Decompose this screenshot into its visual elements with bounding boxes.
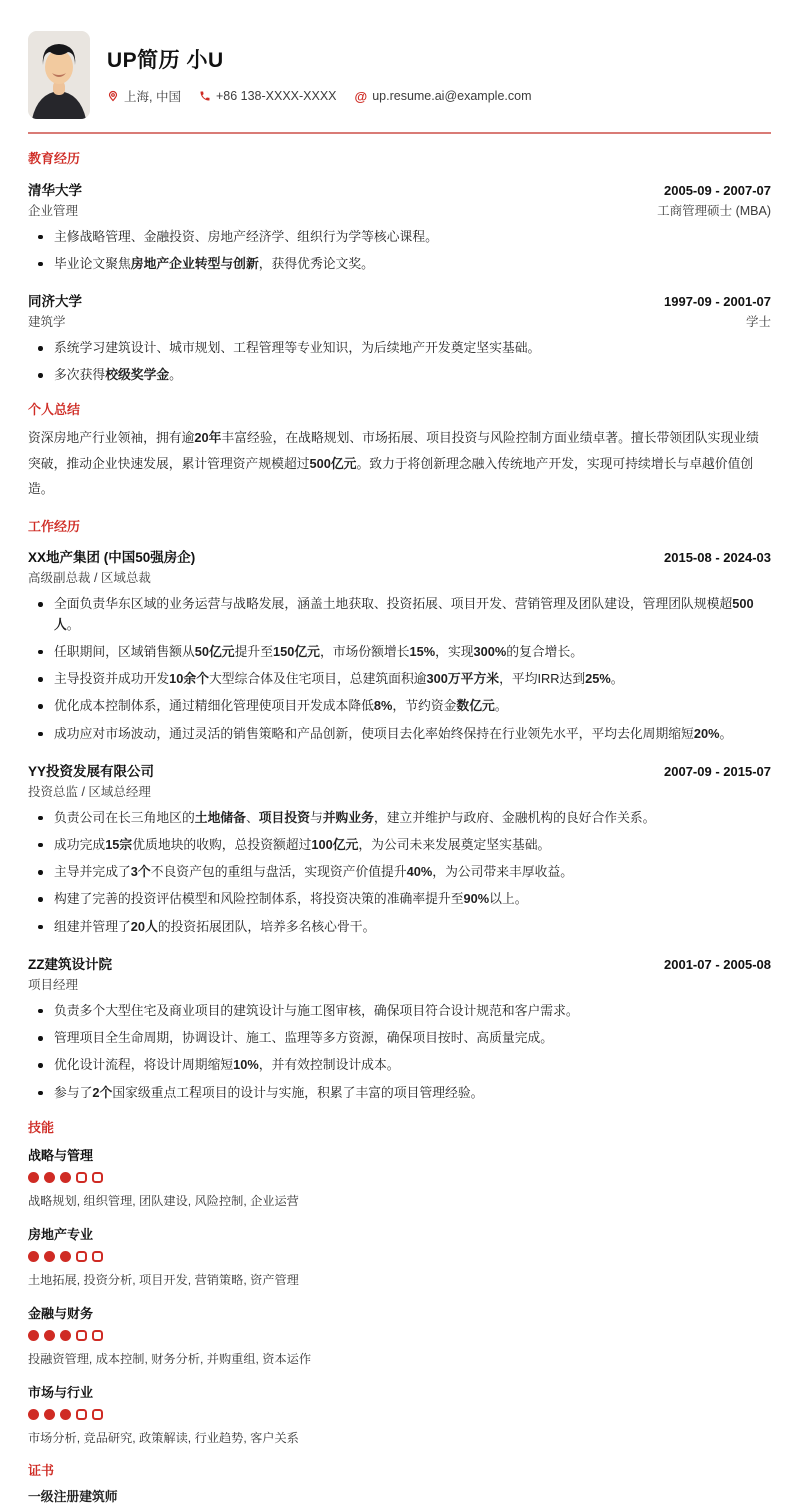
bullet-item: 多次获得校级奖学金。 xyxy=(28,365,771,385)
bullet-item: 负责多个大型住宅及商业项目的建筑设计与施工图审核，确保项目符合设计规范和客户需求。 xyxy=(28,1001,771,1021)
skill-dot-filled xyxy=(44,1251,55,1262)
entry-title: XX地产集团 (中国50强房企) xyxy=(28,550,196,566)
skill-dot-empty xyxy=(92,1251,103,1262)
skill-dot-filled xyxy=(44,1172,55,1183)
entry-role: 投资总监 / 区域总经理 xyxy=(28,784,151,799)
education-entries xyxy=(28,179,771,386)
skill-level-dots xyxy=(28,1251,771,1262)
entry-dates: 2001-07 - 2005-08 xyxy=(664,956,771,972)
skill-dot-filled xyxy=(28,1251,39,1262)
resume-entry xyxy=(28,953,771,1103)
contact-row xyxy=(107,87,543,105)
skill-groups xyxy=(28,1145,771,1446)
entry-title: ZZ建筑设计院 xyxy=(28,956,112,972)
skill-level-dots xyxy=(28,1330,771,1341)
skill-level-dots xyxy=(28,1409,771,1420)
person-name: UP简历 小U xyxy=(107,49,224,72)
entry-title: YY投资发展有限公司 xyxy=(28,763,155,779)
entry-role: 企业管理 xyxy=(28,203,79,218)
bullet-item: 主导并完成了3个不良资产包的重组与盘活，实现资产价值提升40%，为公司带来丰厚收益。 xyxy=(28,862,771,882)
entry-degree: 工商管理硕士 (MBA) xyxy=(657,203,771,218)
entry-degree: 学士 xyxy=(745,315,771,330)
skill-dot-empty xyxy=(76,1251,87,1262)
bullet-item: 主导投资并成功开发10余个大型综合体及住宅项目，总建筑面积逾300万平方米，平均IRR达到25%。 xyxy=(28,669,771,689)
resume-entry xyxy=(28,760,771,937)
bullet-item: 系统学习建筑设计、城市规划、工程管理等专业知识，为后续地产开发奠定坚实基础。 xyxy=(28,338,771,358)
skill-dot-empty xyxy=(76,1409,87,1420)
resume-entry xyxy=(28,546,771,743)
skill-dot-filled xyxy=(60,1172,71,1183)
bullet-item: 毕业论文聚焦房地产企业转型与创新，获得优秀论文奖。 xyxy=(28,254,771,274)
resume-entry xyxy=(28,290,771,385)
bullet-item: 优化成本控制体系，通过精细化管理使项目开发成本降低8%，节约资金数亿元。 xyxy=(28,696,771,716)
bullet-item: 成功应对市场波动，通过灵活的销售策略和产品创新，使项目去化率始终保持在行业领先水平，平均去化周期缩短20%。 xyxy=(28,724,771,744)
entry-title: 清华大学 xyxy=(28,182,82,198)
section-work xyxy=(28,519,771,1103)
entry-bullets xyxy=(28,227,771,274)
skill-group xyxy=(28,1303,771,1367)
entry-bullets xyxy=(28,808,771,937)
bullet-item: 构建了完善的投资评估模型和风险控制体系，将投资决策的准确率提升至90%以上。 xyxy=(28,889,771,909)
skill-keywords: 土地拓展, 投资分析, 项目开发, 营销策略, 资产管理 xyxy=(28,1273,299,1288)
entry-bullets xyxy=(28,1001,771,1103)
entry-dates: 1997-09 - 2001-07 xyxy=(664,294,771,310)
skill-dot-filled xyxy=(44,1409,55,1420)
bullet-item: 参与了2个国家级重点工程项目的设计与实施，积累了丰富的项目管理经验。 xyxy=(28,1083,771,1103)
skill-dot-empty xyxy=(76,1172,87,1183)
skill-dot-filled xyxy=(60,1330,71,1341)
skill-dot-filled xyxy=(28,1330,39,1341)
summary-paragraph: 资深房地产行业领袖，拥有逾20年丰富经验，在战略规划、市场拓展、项目投资与风险控制方面业绩卓著。擅长带领团队实现业绩突破，推动企业快速发展，累计管理资产规模超过500亿元。致力于将创新理念融入传统地产开发，实现可持续增长与卓越价值创造。 xyxy=(28,430,759,497)
contact-email-text: up.resume.ai@example.com xyxy=(372,89,532,103)
entry-subhead xyxy=(28,782,771,800)
contact-email xyxy=(355,89,532,103)
bullet-item: 成功完成15宗优质地块的收购，总投资额超过100亿元，为公司未来发展奠定坚实基础。 xyxy=(28,835,771,855)
skill-group-name: 房地产专业 xyxy=(28,1227,94,1243)
skill-dot-filled xyxy=(28,1172,39,1183)
entry-subhead xyxy=(28,201,771,219)
section-summary xyxy=(28,402,771,501)
profile-photo-placeholder xyxy=(28,31,90,119)
section-title-education: 教育经历 xyxy=(28,151,81,166)
work-entries xyxy=(28,546,771,1102)
bullet-item: 任职期间，区域销售额从50亿元提升至150亿元，市场份额增长15%，实现300%的复合增长。 xyxy=(28,642,771,662)
contact-location-text: 上海, 中国 xyxy=(124,90,181,104)
section-title-summary: 个人总结 xyxy=(28,402,81,418)
skill-dot-filled xyxy=(28,1409,39,1420)
entry-title: 同济大学 xyxy=(28,294,82,310)
entry-subhead xyxy=(28,568,771,586)
entry-dates: 2005-09 - 2007-07 xyxy=(664,182,771,198)
skill-group xyxy=(28,1382,771,1446)
entry-dates: 2015-08 - 2024-03 xyxy=(664,550,771,566)
resume-entry xyxy=(28,179,771,274)
bullet-item: 优化设计流程，将设计周期缩短10%，并有效控制设计成本。 xyxy=(28,1055,771,1075)
header-text xyxy=(107,31,543,119)
bullet-item: 组建并管理了20人的投资拓展团队，培养多名核心骨干。 xyxy=(28,917,771,937)
at-icon: @ xyxy=(354,88,368,104)
entry-head xyxy=(28,179,771,199)
certificate-item-clipped: 一级注册建筑师 xyxy=(28,1488,118,1504)
skill-group xyxy=(28,1224,771,1288)
skill-group-name: 战略与管理 xyxy=(28,1148,94,1164)
skill-level-dots xyxy=(28,1172,771,1183)
entry-subhead xyxy=(28,312,771,330)
skill-keywords: 市场分析, 竞品研究, 政策解读, 行业趋势, 客户关系 xyxy=(28,1431,299,1446)
skill-group xyxy=(28,1145,771,1209)
skill-group-name: 市场与行业 xyxy=(28,1385,94,1401)
bullet-item: 负责公司在长三角地区的土地储备、项目投资与并购业务，建立并维护与政府、金融机构的良好合作关系。 xyxy=(28,808,771,828)
profile-photo xyxy=(28,31,90,119)
contact-location xyxy=(107,87,181,105)
entry-bullets xyxy=(28,338,771,385)
contact-phone-text: +86 138-XXXX-XXXX xyxy=(215,89,337,103)
entry-subhead xyxy=(28,975,771,993)
section-certificates xyxy=(28,1463,771,1505)
entry-role: 高级副总裁 / 区域总裁 xyxy=(28,571,151,586)
skill-keywords: 投融资管理, 成本控制, 财务分析, 并购重组, 资本运作 xyxy=(28,1352,312,1367)
skill-dot-filled xyxy=(60,1251,71,1262)
bullet-item: 全面负责华东区域的业务运营与战略发展，涵盖土地获取、投资拓展、项目开发、营销管理及团队建设，管理团队规模超500人。 xyxy=(28,594,771,634)
entry-role: 项目经理 xyxy=(28,977,79,992)
section-title-skills: 技能 xyxy=(28,1119,55,1135)
entry-dates: 2007-09 - 2015-07 xyxy=(664,763,771,779)
entry-head xyxy=(28,760,771,780)
bullet-item: 主修战略管理、金融投资、房地产经济学、组织行为学等核心课程。 xyxy=(28,227,771,247)
skill-dot-filled xyxy=(44,1330,55,1341)
skill-group-name: 金融与财务 xyxy=(28,1306,94,1322)
section-skills xyxy=(28,1120,771,1447)
entry-head xyxy=(28,953,771,973)
phone-icon xyxy=(199,90,211,102)
entry-bullets xyxy=(28,594,771,743)
skill-keywords: 战略规划, 组织管理, 团队建设, 风险控制, 企业运营 xyxy=(28,1194,299,1209)
skill-dot-empty xyxy=(92,1330,103,1341)
section-title-certificates: 证书 xyxy=(28,1463,55,1479)
bullet-item: 管理项目全生命周期，协调设计、施工、监理等多方资源，确保项目按时、高质量完成。 xyxy=(28,1028,771,1048)
skill-dot-empty xyxy=(76,1330,87,1341)
entry-head xyxy=(28,290,771,310)
skill-dot-filled xyxy=(60,1409,71,1420)
resume-header xyxy=(28,0,771,119)
location-pin-icon xyxy=(107,90,119,102)
entry-role: 建筑学 xyxy=(28,315,66,330)
skill-dot-empty xyxy=(92,1172,103,1183)
entry-head xyxy=(28,546,771,566)
section-education xyxy=(28,151,771,385)
contact-phone xyxy=(199,89,337,103)
skill-dot-empty xyxy=(92,1409,103,1420)
header-divider xyxy=(28,132,771,134)
section-title-work: 工作经历 xyxy=(28,518,81,534)
